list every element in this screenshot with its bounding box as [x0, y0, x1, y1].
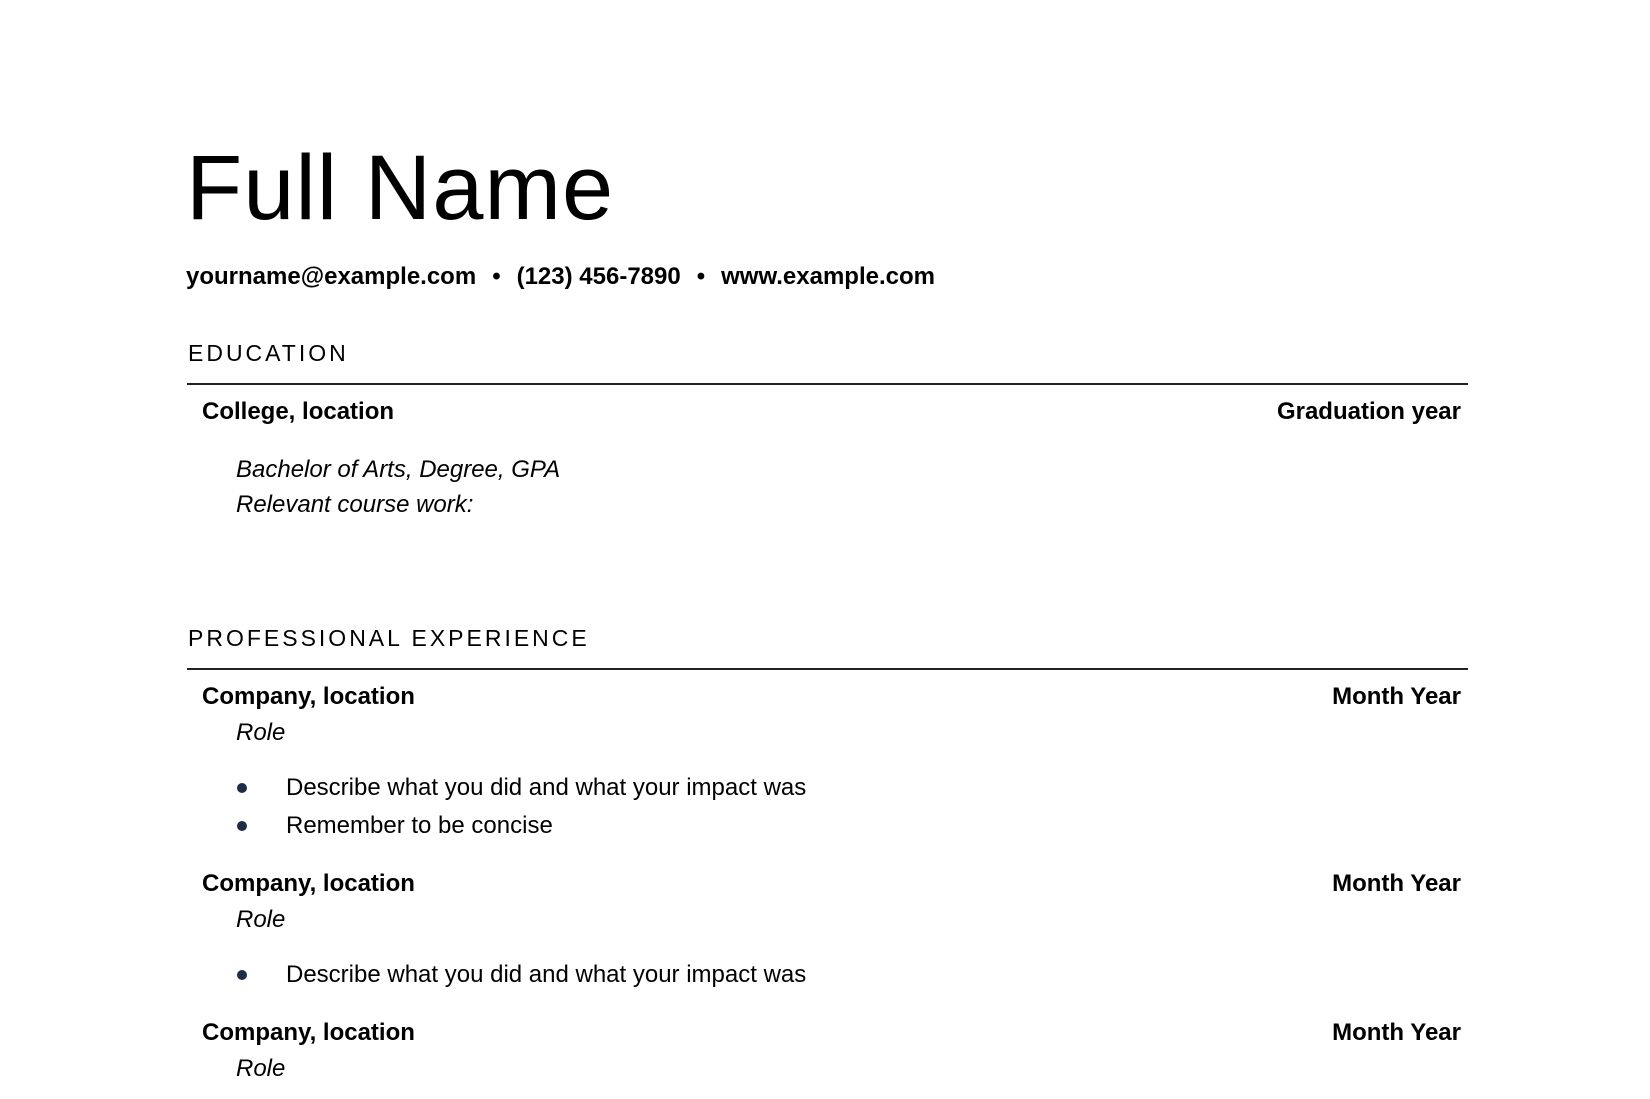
website-text: www.example.com	[721, 263, 935, 290]
bullet-icon	[237, 821, 247, 831]
experience-heading: PROFESSIONAL EXPERIENCE	[188, 625, 590, 651]
education-divider	[187, 383, 1468, 385]
job-role: Role	[236, 906, 286, 933]
contact-separator: •	[492, 263, 501, 290]
job-company: Company, location	[202, 1019, 415, 1046]
education-heading: EDUCATION	[188, 340, 349, 366]
education-coursework: Relevant course work:	[236, 491, 474, 518]
education-school: College, location	[202, 398, 395, 425]
full-name: Full Name	[186, 137, 615, 239]
job-date: Month Year	[1332, 683, 1461, 710]
contact-separator: •	[696, 263, 706, 290]
job-company: Company, location	[202, 870, 415, 897]
education-graduation-year: Graduation year	[1276, 398, 1461, 425]
job-date: Month Year	[1332, 870, 1461, 897]
email-text: yourname@example.com	[186, 263, 477, 290]
job-role: Role	[236, 719, 286, 746]
bullet-text: Remember to be concise	[286, 812, 553, 839]
bullet-icon	[237, 783, 247, 793]
job-date: Month Year	[1332, 1019, 1461, 1046]
job-company: Company, location	[202, 683, 415, 710]
bullet-icon	[237, 970, 247, 980]
bullet-text: Describe what you did and what your impact was	[286, 961, 807, 988]
job-role: Role	[236, 1055, 286, 1082]
bullet-text: Describe what you did and what your impact was	[286, 774, 807, 801]
experience-divider	[187, 668, 1468, 670]
phone-text: (123) 456-7890	[516, 263, 681, 290]
education-degree: Bachelor of Arts, Degree, GPA	[236, 456, 561, 483]
contact-line	[186, 262, 935, 292]
